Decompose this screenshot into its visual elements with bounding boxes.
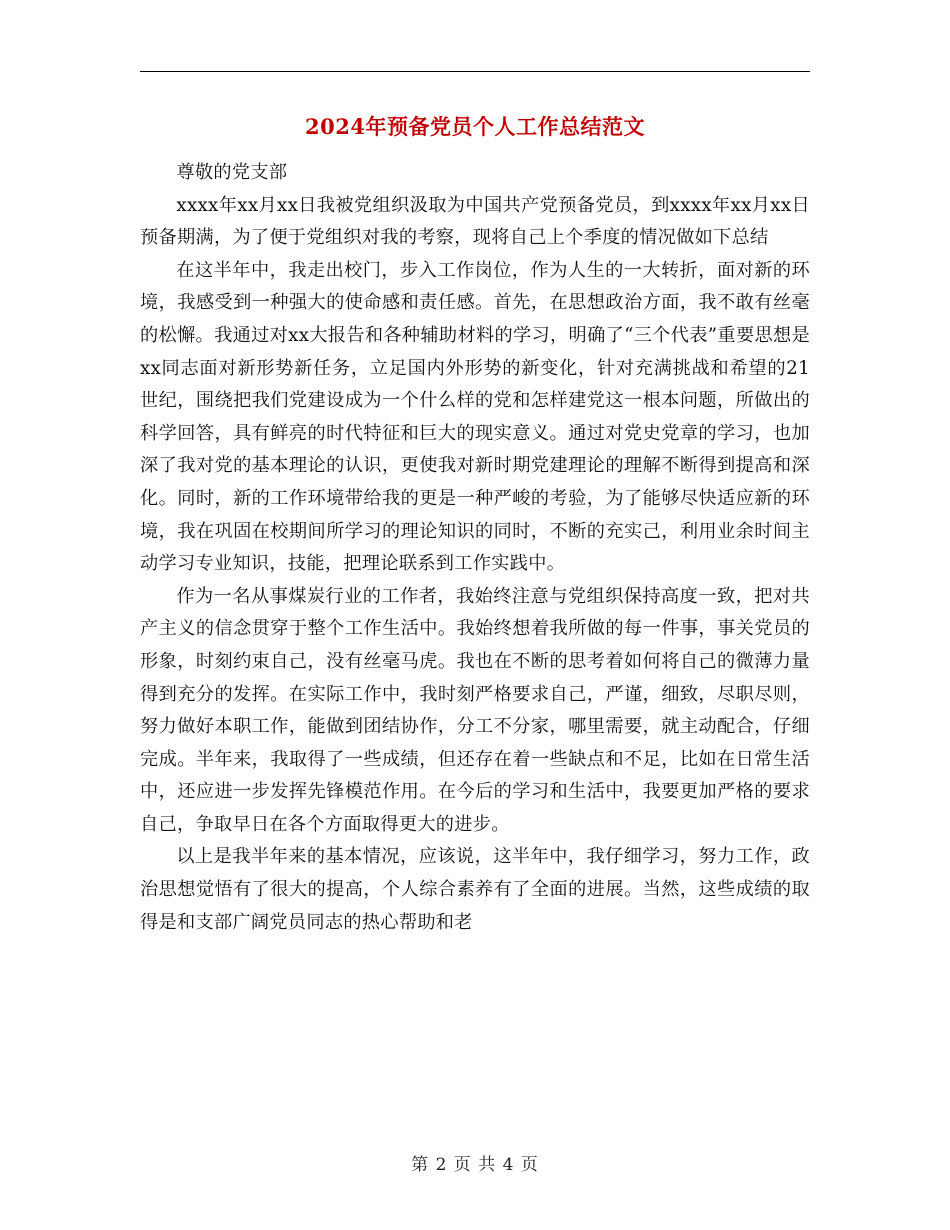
header-rule — [140, 71, 810, 72]
page-number: 第 2 页 共 4 页 — [411, 1155, 539, 1175]
paragraph-political-study: 在这半年中，我走出校门，步入工作岗位，作为人生的一大转折，面对新的环境，我感受到一种强大的使命感和责任感。首先，在思想政治方面，我不敢有丝毫的松懈。我通过对xx大报告和各种辅助材料的学习，明确了“三个代表”重要思想是xx同志面对新形势新任务，立足国内外形势的新变化，针对充满挑战和希望的21世纪，围绕把我们党建设成为一个什么样的党和怎样建党这一根本问题，所做出的科学回答，具有鲜亮的时代特征和巨大的现实意义。通过对党史党章的学习，也加深了我对党的基本理论的认识，更使我对新时期党建理论的理解不断得到提高和深化。同时，新的工作环境带给我的更是一种严峻的考验，为了能够尽快适应新的环境，我在巩固在校期间所学习的理论知识的同时，不断的充实己，利用业余时间主动学习专业知识，技能，把理论联系到工作实践中。 — [140, 259, 810, 575]
paragraph-work-performance: 作为一名从事煤炭行业的工作者，我始终注意与党组织保持高度一致，把对共产主义的信念贯穿于整个工作生活中。我始终想着我所做的每一件事，事关党员的形象，时刻约束自己，没有丝毫马虎。我也在不断的思考着如何将自己的微薄力量得到充分的发挥。在实际工作中，我时刻严格要求自己，严谨，细致，尽职尽则，努力做好本职工作，能做到团结协作，分工不分家，哪里需要，就主动配合，仔细完成。半年来，我取得了一些成绩，但还存在着一些缺点和不足，比如在日常生活中，还应进一步发挥先锋模范作用。在今后的学习和生活中，我要更加严格的要求自己，争取早日在各个方面取得更大的进步。 — [140, 585, 810, 835]
paragraph-intro: xxxx年xx月xx日我被党组织汲取为中国共产党预备党员，到xxxx年xx月xx日预备期满，为了便于党组织对我的考察，现将自己上个季度的情况做如下总结 — [140, 194, 810, 249]
document-body — [140, 157, 810, 939]
document-title: 2024年预备党员个人工作总结范文 — [305, 114, 645, 139]
salutation: 尊敬的党支部 — [176, 162, 288, 183]
paragraph-summary: 以上是我半年来的基本情况，应该说，这半年中，我仔细学习，努力工作，政治思想觉悟有了很大的提高，个人综合素养有了全面的进展。当然，这些成绩的取得是和支部广阔党员同志的热心帮助和老 — [140, 846, 810, 933]
